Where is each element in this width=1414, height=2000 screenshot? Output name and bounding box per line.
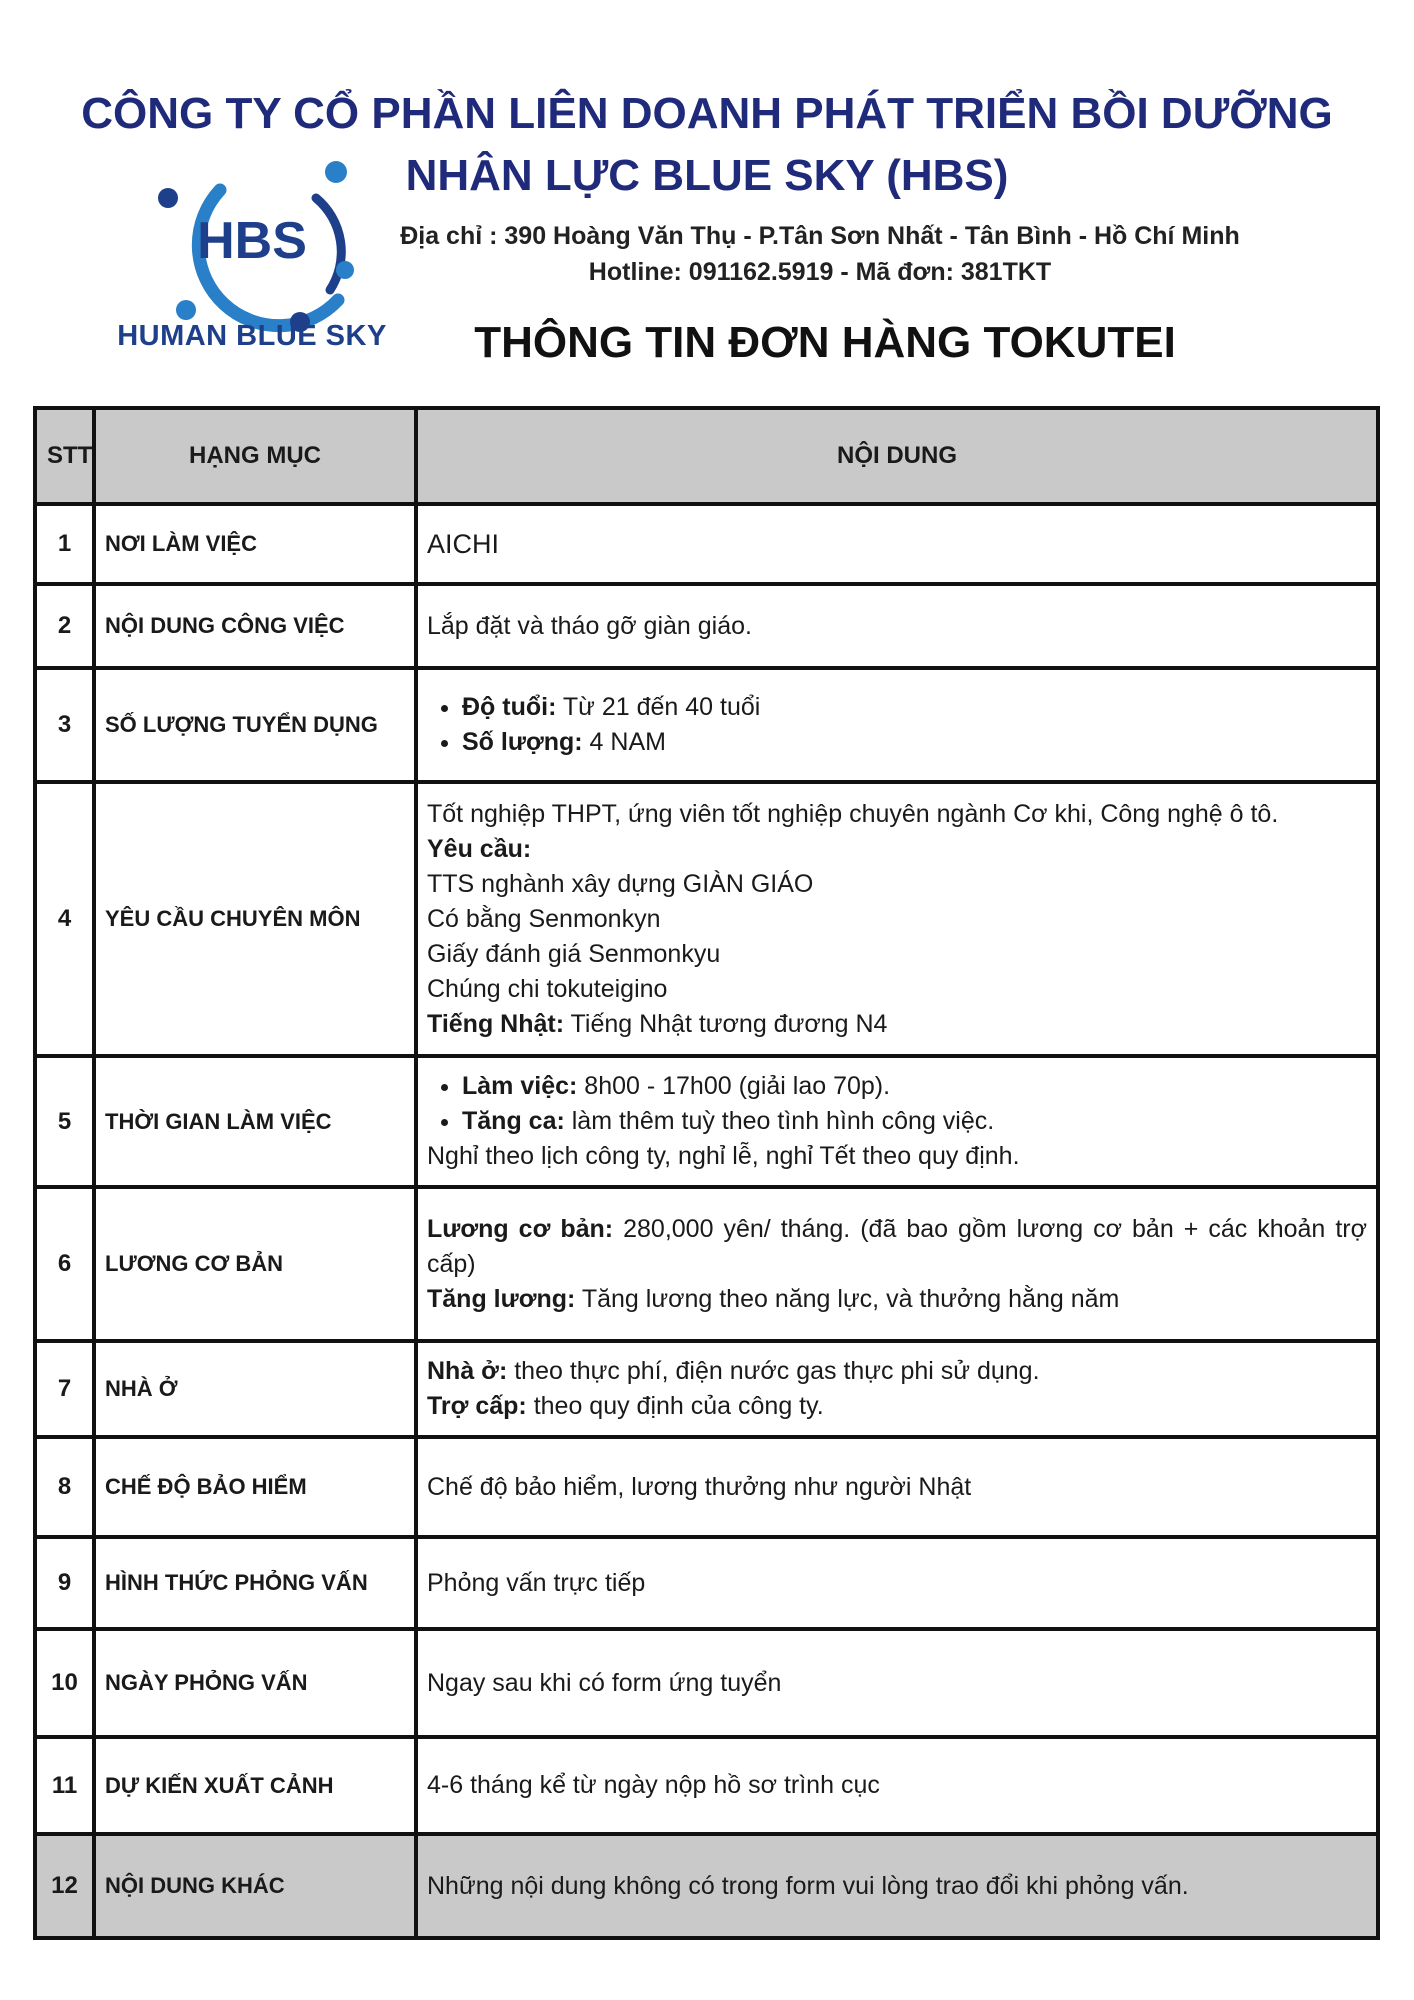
row-number: 1 (35, 504, 94, 584)
row-content: 4-6 tháng kể từ ngày nộp hồ sơ trình cục (416, 1737, 1378, 1834)
row-category: SỐ LƯỢNG TUYỂN DỤNG (94, 668, 416, 782)
row-category: DỰ KIẾN XUẤT CẢNH (94, 1737, 416, 1834)
logo-brand-text: HUMAN BLUE SKY (117, 320, 387, 352)
logo-mark-text: HBS (197, 212, 307, 270)
row-number: 9 (35, 1537, 94, 1629)
list-item: • Làm việc: 8h00 - 17h00 (giải lao 70p). (462, 1069, 1367, 1104)
row-content (416, 1341, 1378, 1437)
row-category: THỜI GIAN LÀM VIỆC (94, 1056, 416, 1187)
list-item: • Tăng ca: làm thêm tuỳ theo tình hình công việc. (462, 1104, 1367, 1139)
content-line: Nhà ở: theo thực phí, điện nước gas thực phi sử dụng. (427, 1357, 1040, 1385)
row-number: 12 (35, 1834, 94, 1938)
row-content: Lắp đặt và tháo gỡ giàn giáo. (416, 584, 1378, 668)
row-category: LƯƠNG CƠ BẢN (94, 1187, 416, 1341)
page-title: THÔNG TIN ĐƠN HÀNG TOKUTEI (474, 318, 1176, 367)
row-number: 7 (35, 1341, 94, 1437)
table-row (35, 668, 1378, 782)
table-row (35, 1341, 1378, 1437)
content-line: Có bằng Senmonkyn (427, 904, 661, 933)
row-content (416, 668, 1378, 782)
table-row (35, 1056, 1378, 1187)
row-category: CHẾ ĐỘ BẢO HIỂM (94, 1437, 416, 1537)
content-line: Nghỉ theo lịch công ty, nghỉ lễ, nghỉ Tết theo quy định. (427, 1142, 1020, 1170)
header-content: NỘI DUNG (416, 408, 1378, 504)
row-content (416, 782, 1378, 1056)
header-stt: STT (35, 408, 94, 504)
list-item: • Độ tuổi: Từ 21 đến 40 tuổi (462, 690, 1367, 725)
table-row (35, 504, 1378, 584)
company-name-line2: NHÂN LỰC BLUE SKY (HBS) (405, 151, 1009, 200)
row-content: Phỏng vấn trực tiếp (416, 1537, 1378, 1629)
table-row (35, 1834, 1378, 1938)
header-category: HẠNG MỤC (94, 408, 416, 504)
table-row (35, 782, 1378, 1056)
row-category: YÊU CẦU CHUYÊN MÔN (94, 782, 416, 1056)
row-category: NƠI LÀM VIỆC (94, 504, 416, 584)
row-number: 6 (35, 1187, 94, 1341)
content-line: TTS nghành xây dựng GIÀN GIÁO (427, 869, 814, 898)
table-row (35, 584, 1378, 668)
content-line: Chúng chi tokuteigino (427, 974, 668, 1003)
table-row (35, 1737, 1378, 1834)
row-content: Chế độ bảo hiểm, lương thưởng như người Nhật (416, 1437, 1378, 1537)
content-line: Tốt nghiệp THPT, ứng viên tốt nghiệp chuyên ngành Cơ khi, Công nghệ ô tô. (427, 799, 1279, 828)
content-line: Giấy đánh giá Senmonkyu (427, 939, 721, 968)
table-row (35, 1629, 1378, 1737)
row-category: NỘI DUNG KHÁC (94, 1834, 416, 1938)
row-content (416, 1056, 1378, 1187)
row-category: NỘI DUNG CÔNG VIỆC (94, 584, 416, 668)
table-row (35, 1187, 1378, 1341)
content-label: Yêu cầu: (427, 834, 532, 863)
list-item: • Số lượng: 4 NAM (462, 725, 1367, 760)
content-line: Tiếng Nhật: Tiếng Nhật tương đương N4 (427, 1009, 888, 1038)
row-content (416, 1187, 1378, 1341)
row-number: 4 (35, 782, 94, 1056)
row-category: NHÀ Ở (94, 1341, 416, 1437)
row-number: 8 (35, 1437, 94, 1537)
content-line: Trợ cấp: theo quy định của công ty. (427, 1392, 824, 1420)
row-number: 11 (35, 1737, 94, 1834)
table-row (35, 1537, 1378, 1629)
company-name-line1: CÔNG TY CỔ PHẦN LIÊN DOANH PHÁT TRIỂN BỒI DƯỠNG (81, 89, 1333, 138)
row-category: NGÀY PHỎNG VẤN (94, 1629, 416, 1737)
company-hotline: Hotline: 091162.5919 - Mã đơn: 381TKT (588, 258, 1052, 286)
company-address: Địa chỉ : 390 Hoàng Văn Thụ - P.Tân Sơn Nhất - Tân Bình - Hồ Chí Minh (400, 222, 1240, 250)
row-content: Ngay sau khi có form ứng tuyển (416, 1629, 1378, 1737)
row-number: 2 (35, 584, 94, 668)
content-line: Lương cơ bản: 280,000 yên/ tháng. (đã bao gồm lương cơ bản + các khoản trợ cấp) (427, 1214, 1367, 1278)
row-content: AICHI (416, 504, 1378, 584)
row-number: 10 (35, 1629, 94, 1737)
row-number: 5 (35, 1056, 94, 1187)
table-row (35, 1437, 1378, 1537)
table-header-row (35, 408, 1378, 504)
row-number: 3 (35, 668, 94, 782)
row-content: Những nội dung không có trong form vui lòng trao đổi khi phỏng vấn. (416, 1834, 1378, 1938)
content-line: Tăng lương: Tăng lương theo năng lực, và thưởng hằng năm (427, 1284, 1120, 1313)
row-category: HÌNH THỨC PHỎNG VẤN (94, 1537, 416, 1629)
order-info-table (33, 406, 1380, 1940)
